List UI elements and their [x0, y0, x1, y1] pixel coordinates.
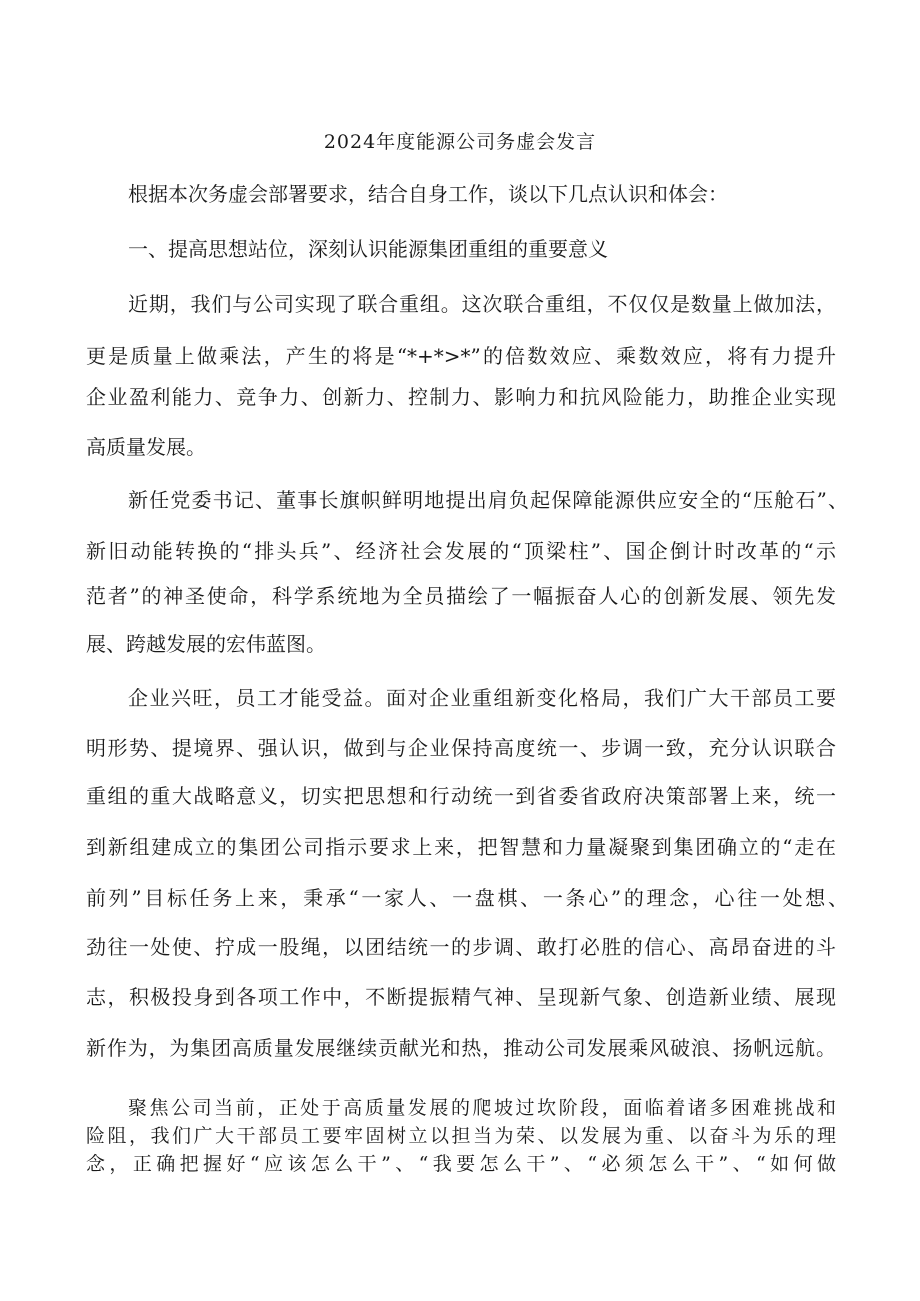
text-line: 念，正确把握好“应该怎么干”、“我要怎么干”、“必须怎么干”、“如何做 — [86, 1153, 836, 1175]
text-line: 根据本次务虚会部署要求，结合自身工作，谈以下几点认识和体会： — [128, 182, 728, 206]
text-line: 明形势、提境界、强认识，做到与企业保持高度统一、步调一致，充分认识联合 — [86, 736, 836, 760]
text-line: 范者”的神圣使命，科学系统地为全员描绘了一幅振奋人心的创新发展、领先发 — [86, 584, 836, 608]
text-line: 险阻，我们广大干部员工要牢固树立以担当为荣、以发展为重、以奋斗为乐的理 — [86, 1125, 836, 1147]
text-line: 新任党委书记、董事长旗帜鲜明地提出肩负起保障能源供应安全的“压舱石”、 — [128, 488, 848, 512]
text-line: 展、跨越发展的宏伟蓝图。 — [86, 632, 326, 656]
text-line: 劲往一处使、拧成一股绳，以团结统一的步调、敢打必胜的信心、高昂奋进的斗 — [86, 935, 836, 959]
text-line: 高质量发展。 — [86, 435, 206, 459]
text-line: 到新组建成立的集团公司指示要求上来，把智慧和力量凝聚到集团确立的“走在 — [86, 835, 836, 859]
document-title: 2024年度能源公司务虚会发言 — [323, 131, 597, 153]
section-heading: 一、提高思想站位，深刻认识能源集团重组的重要意义 — [128, 237, 608, 261]
text-line: 前列”目标任务上来，秉承“一家人、一盘棋、一条心”的理念，心往一处想、 — [86, 886, 848, 910]
text-line: 重组的重大战略意义，切实把思想和行动统一到省委省政府决策部署上来，统一 — [86, 784, 836, 808]
text-line: 企业盈利能力、竞争力、创新力、控制力、影响力和抗风险能力，助推企业实现 — [86, 385, 836, 409]
text-line: 聚焦公司当前，正处于高质量发展的爬坡过坎阶段，面临着诸多困难挑战和 — [128, 1097, 836, 1119]
text-line: 近期，我们与公司实现了联合重组。这次联合重组，不仅仅是数量上做加法， — [128, 292, 836, 316]
text-line: 新作为，为集团高质量发展继续贡献光和热，推动公司发展乘风破浪、扬帆远航。 — [86, 1036, 836, 1060]
text-line: 更是质量上做乘法，产生的将是“*+*>*”的倍数效应、乘数效应，将有力提升 — [86, 344, 836, 368]
text-line: 企业兴旺，员工才能受益。面对企业重组新变化格局，我们广大干部员工要 — [128, 686, 836, 710]
text-line: 新旧动能转换的“排头兵”、经济社会发展的“顶梁柱”、国企倒计时改革的“示 — [86, 539, 836, 563]
text-line: 志，积极投身到各项工作中，不断提振精气神、呈现新气象、创造新业绩、展现 — [86, 985, 836, 1009]
